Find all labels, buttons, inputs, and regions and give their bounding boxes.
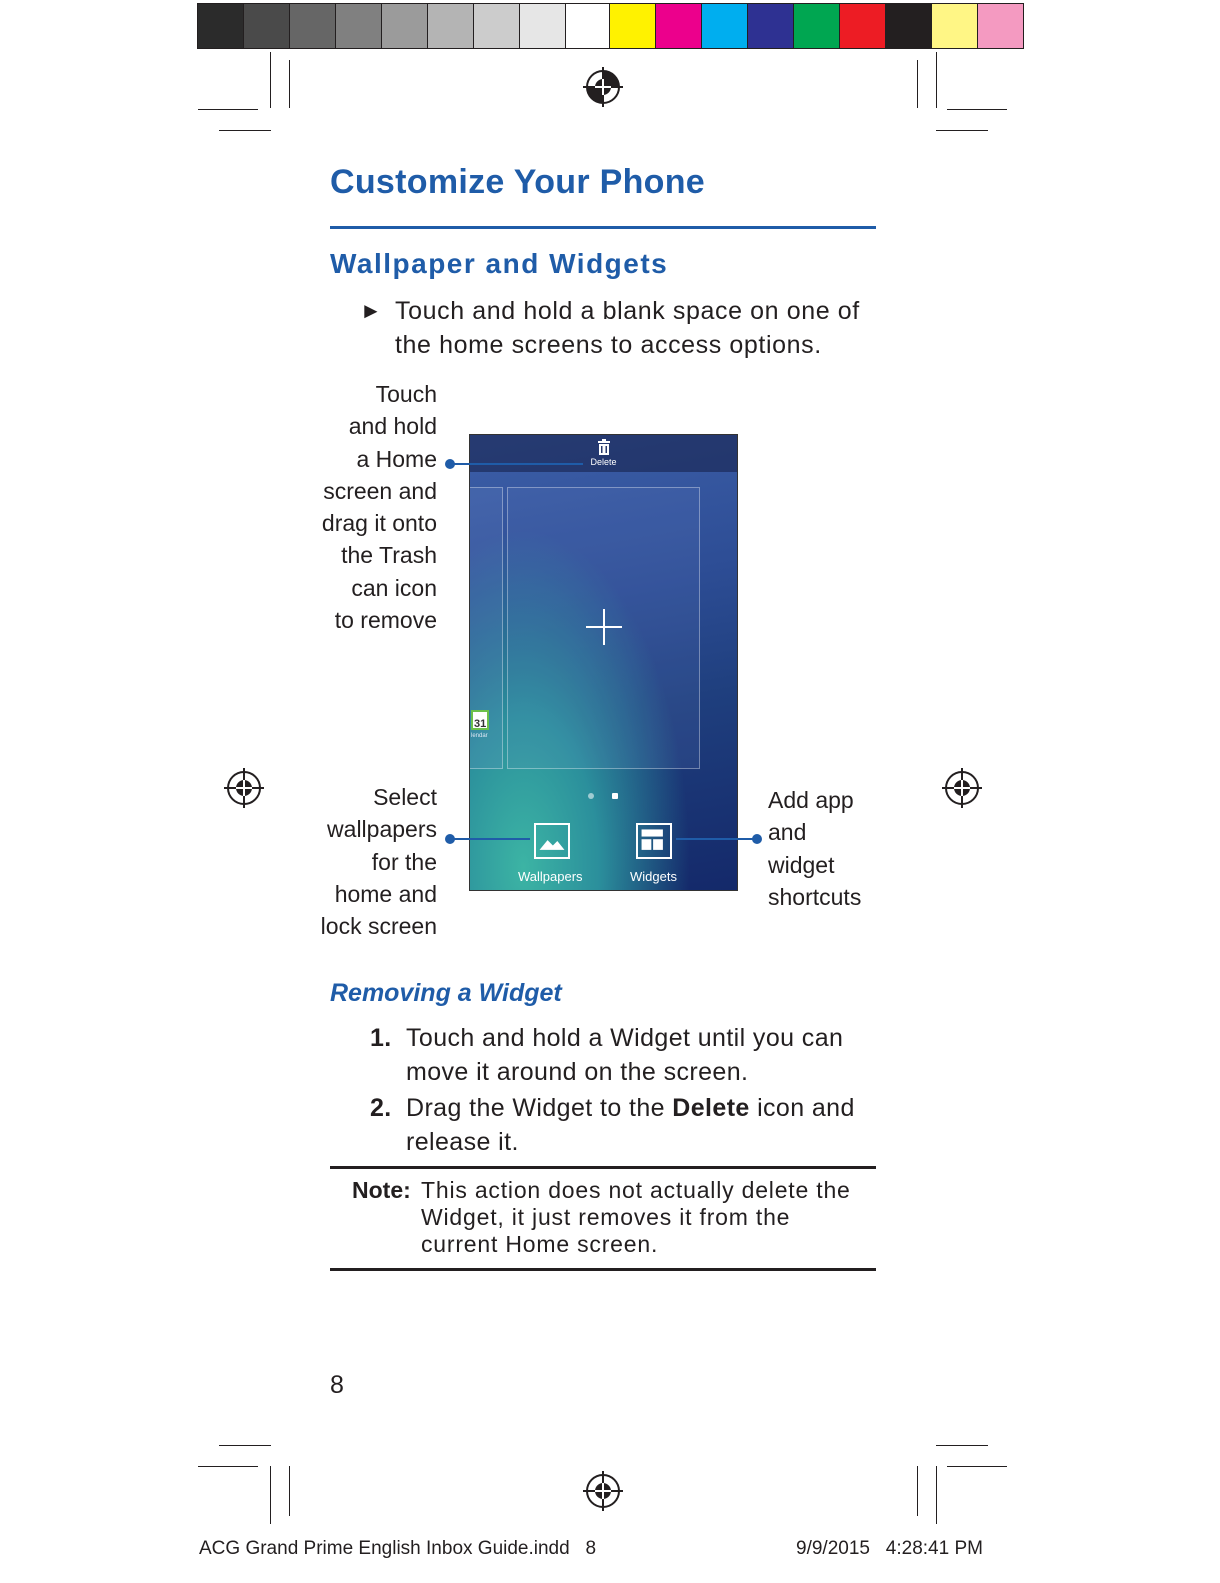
step-number: 1. bbox=[370, 1024, 392, 1052]
callout-line: drag it onto bbox=[321, 510, 437, 537]
note-text: This action does not actually delete the Widget, it just removes it from the current Home screen. bbox=[421, 1177, 851, 1257]
color-swatch bbox=[289, 3, 336, 49]
crop-mark bbox=[936, 130, 988, 131]
slug-file-info: ACG Grand Prime English Inbox Guide.indd 8 bbox=[199, 1538, 597, 1559]
bullet-arrow-icon: ► bbox=[360, 298, 383, 323]
crop-mark bbox=[270, 52, 271, 108]
callout-line: lock screen bbox=[320, 913, 437, 940]
section-title: Wallpaper and Widgets bbox=[330, 248, 669, 279]
step-text: Touch and hold a Widget until you can move it around on the screen. bbox=[406, 1024, 844, 1086]
callout-line: Select bbox=[373, 784, 437, 810]
color-swatch bbox=[885, 3, 932, 49]
subsection-title: Removing a Widget bbox=[330, 979, 562, 1007]
page-indicator-home-icon bbox=[588, 793, 594, 799]
callout-line: shortcuts bbox=[768, 883, 862, 910]
page-number: 8 bbox=[330, 1371, 344, 1399]
step-text: Drag the Widget to the Delete icon and release it. bbox=[406, 1094, 855, 1156]
registration-mark-icon bbox=[583, 67, 623, 107]
page-title: Customize Your Phone bbox=[330, 163, 706, 201]
color-swatch bbox=[243, 3, 290, 49]
phone-screenshot bbox=[469, 434, 738, 891]
registration-mark-icon bbox=[942, 768, 982, 808]
widgets-icon bbox=[636, 823, 672, 859]
slug-timestamp: 9/9/2015 4:28:41 PM bbox=[796, 1538, 983, 1559]
color-swatch bbox=[197, 3, 244, 49]
calendar-label: lendar bbox=[471, 733, 488, 739]
crop-mark bbox=[198, 1466, 258, 1467]
crop-mark bbox=[270, 1466, 271, 1524]
crop-mark bbox=[289, 60, 290, 108]
crop-mark bbox=[219, 1445, 271, 1446]
color-swatch bbox=[609, 3, 656, 49]
callout-line: wallpapers bbox=[327, 816, 437, 843]
color-swatch bbox=[655, 3, 702, 49]
crop-mark bbox=[936, 52, 937, 108]
color-swatch bbox=[931, 3, 978, 49]
process-color-bar bbox=[610, 3, 1024, 49]
color-swatch bbox=[701, 3, 748, 49]
callout-line: Add app bbox=[768, 787, 854, 813]
grayscale-color-bar bbox=[198, 3, 612, 49]
callout-line: screen and bbox=[323, 477, 437, 504]
wallpapers-label: Wallpapers bbox=[518, 869, 583, 884]
color-swatch bbox=[335, 3, 382, 49]
callout-line: home and bbox=[334, 880, 437, 907]
leader-line bbox=[676, 838, 756, 840]
leader-line bbox=[450, 838, 530, 840]
callout-line: to remove bbox=[334, 607, 437, 634]
crop-mark bbox=[936, 1445, 988, 1446]
note-label: Note: bbox=[352, 1177, 411, 1203]
widgets-label: Widgets bbox=[630, 869, 677, 884]
color-swatch bbox=[519, 3, 566, 49]
color-swatch bbox=[427, 3, 474, 49]
callout-trash bbox=[322, 378, 437, 636]
callout-line: can icon bbox=[351, 574, 437, 601]
callout-line: widget bbox=[768, 851, 835, 878]
note-bottom-rule bbox=[330, 1268, 876, 1271]
color-swatch bbox=[565, 3, 612, 49]
crop-mark bbox=[917, 60, 918, 108]
wallpapers-icon bbox=[534, 823, 570, 859]
crop-mark bbox=[289, 1466, 290, 1516]
callout-line: a Home bbox=[356, 445, 437, 472]
callout-line: the Trash bbox=[341, 542, 437, 569]
crop-mark bbox=[947, 1466, 1007, 1467]
note-top-rule bbox=[330, 1166, 876, 1169]
callout-wallpapers bbox=[321, 781, 437, 942]
calendar-icon: 31 bbox=[471, 710, 489, 730]
color-swatch bbox=[747, 3, 794, 49]
bullet-text: Touch and hold a blank space on one of the home screens to access options. bbox=[395, 297, 860, 359]
crop-mark bbox=[917, 1466, 918, 1516]
color-swatch bbox=[473, 3, 520, 49]
callout-line: and hold bbox=[348, 413, 437, 440]
step-number: 2. bbox=[370, 1094, 392, 1122]
title-rule bbox=[330, 226, 876, 229]
leader-line bbox=[450, 463, 583, 465]
registration-mark-icon bbox=[583, 1471, 623, 1511]
color-swatch bbox=[977, 3, 1024, 49]
page-indicator-dot bbox=[612, 793, 618, 799]
callout-widgets bbox=[768, 784, 861, 913]
crop-mark bbox=[219, 130, 271, 131]
callout-line: Touch bbox=[375, 381, 437, 407]
crop-mark bbox=[198, 109, 258, 110]
delete-label: Delete bbox=[590, 457, 617, 467]
add-page-icon bbox=[586, 609, 622, 645]
trash-icon bbox=[596, 439, 612, 455]
leader-dot bbox=[752, 834, 762, 844]
callout-line: for the bbox=[371, 848, 437, 875]
callout-line: and bbox=[768, 819, 807, 846]
color-swatch bbox=[839, 3, 886, 49]
delete-keyword: Delete bbox=[672, 1094, 750, 1122]
crop-mark bbox=[947, 109, 1007, 110]
registration-mark-icon bbox=[224, 768, 264, 808]
color-swatch bbox=[793, 3, 840, 49]
crop-mark bbox=[936, 1466, 937, 1524]
color-swatch bbox=[381, 3, 428, 49]
